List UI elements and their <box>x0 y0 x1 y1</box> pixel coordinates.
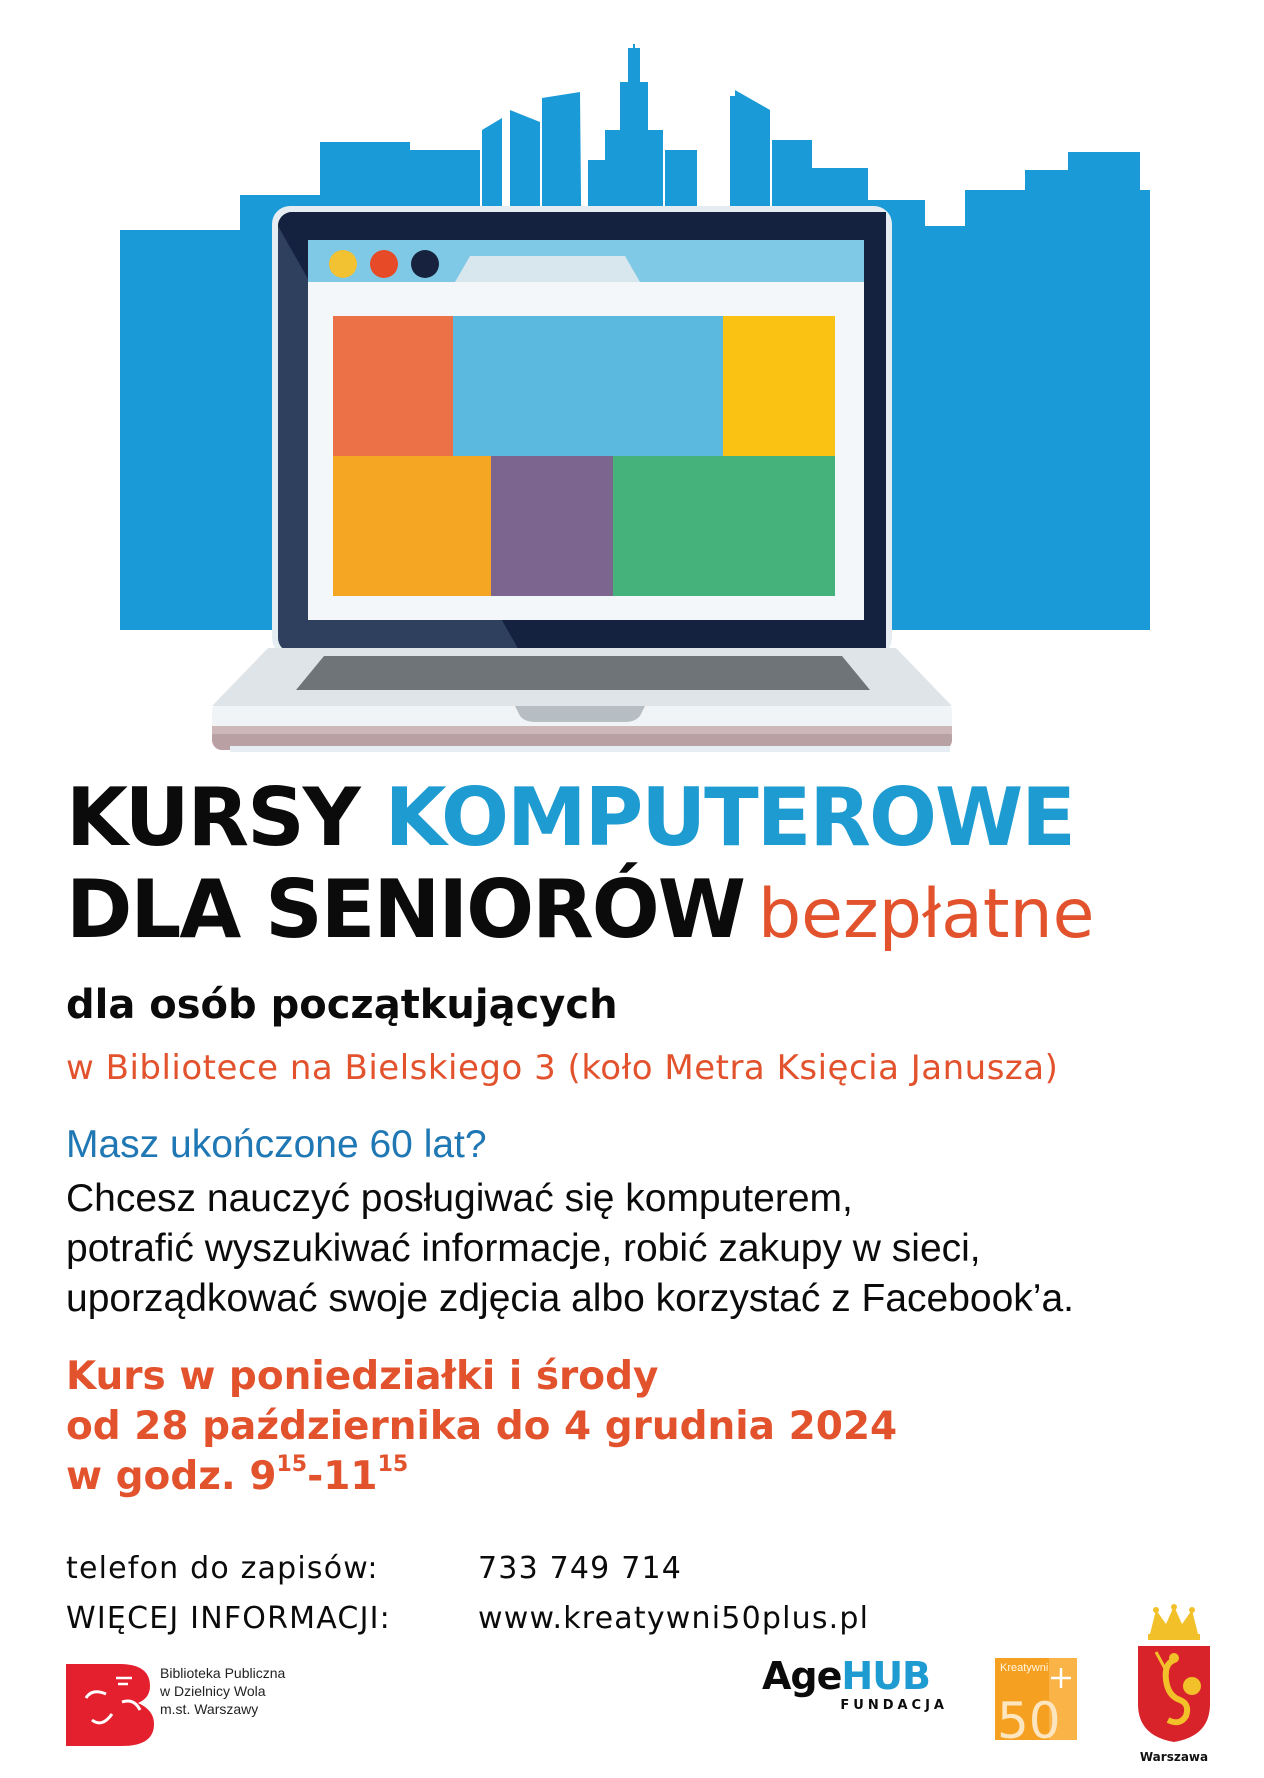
laptop-keyboard <box>296 656 870 690</box>
phone-label: telefon do zapisów: <box>66 1551 379 1586</box>
warsaw-label: Warszawa <box>1139 1750 1209 1764</box>
age-question: Masz ukończone 60 lat? <box>66 1123 487 1166</box>
agehub-logo <box>762 1654 952 1724</box>
audience-subtitle: dla osób początkujących <box>66 982 618 1028</box>
agehub-title <box>762 1654 952 1698</box>
start-hour: 9 <box>249 1454 277 1499</box>
headline-dla-seniorow: DLA SENIORÓW <box>66 863 744 956</box>
window-dot-dark <box>411 250 439 278</box>
headline-line-1 <box>66 772 1226 864</box>
headline-line-2 <box>66 864 1226 961</box>
course-hours <box>66 1452 897 1502</box>
description-line-2: potrafić wyszukiwać informacje, robić zakupy w sieci, <box>66 1227 981 1270</box>
course-dates: od 28 października do 4 grudnia 2024 <box>66 1404 898 1449</box>
window-dot-yellow <box>329 250 357 278</box>
contact-info <box>66 1544 869 1644</box>
kreatywni-label: Kreatywni <box>1000 1662 1049 1674</box>
description <box>66 1174 1216 1324</box>
course-schedule <box>66 1352 897 1502</box>
library-line-3: m.st. Warszawy <box>160 1701 259 1717</box>
headline <box>66 772 1226 961</box>
warsaw-coat-of-arms <box>1134 1604 1214 1744</box>
hours-separator: - <box>307 1454 324 1499</box>
location-text: w Bibliotece na Bielskiego 3 (koło Metra Księcia Janusza) <box>66 1048 1059 1088</box>
hours-prefix: w godz. <box>66 1454 250 1499</box>
description-line-1: Chcesz nauczyć posługiwać się komputerem, <box>66 1177 853 1220</box>
headline-kursy: KURSY <box>66 771 359 864</box>
phone-row <box>66 1544 869 1594</box>
kreatywni-number: 50 <box>997 1692 1061 1740</box>
end-hour: 11 <box>323 1454 378 1499</box>
headline-komputerowe: KOMPUTEROWE <box>384 771 1074 864</box>
headline-free: bezpłatne <box>758 875 1095 954</box>
description-line-3: uporządkować swoje zdjęcia albo korzystać z Facebook’a. <box>66 1277 1075 1320</box>
library-name <box>160 1664 300 1718</box>
agehub-age: Age <box>762 1654 842 1698</box>
course-days: Kurs w poniedziałki i środy <box>66 1354 659 1399</box>
agehub-subtitle: FUNDACJA <box>840 1698 948 1713</box>
website-row <box>66 1594 869 1644</box>
library-line-1: Biblioteka Publiczna <box>160 1665 286 1681</box>
agehub-hub: HUB <box>841 1654 931 1698</box>
phone-number[interactable]: 733 749 714 <box>478 1551 683 1586</box>
end-minutes: 15 <box>377 1452 409 1477</box>
library-line-2: w Dzielnicy Wola <box>160 1683 266 1699</box>
window-dot-red <box>370 250 398 278</box>
start-minutes: 15 <box>276 1452 308 1477</box>
hero-illustration <box>0 0 1264 760</box>
laptop-city-illustration <box>0 0 1264 760</box>
website-link[interactable]: www.kreatywni50plus.pl <box>478 1601 870 1636</box>
info-label: WIĘCEJ INFORMACJI: <box>66 1601 391 1636</box>
